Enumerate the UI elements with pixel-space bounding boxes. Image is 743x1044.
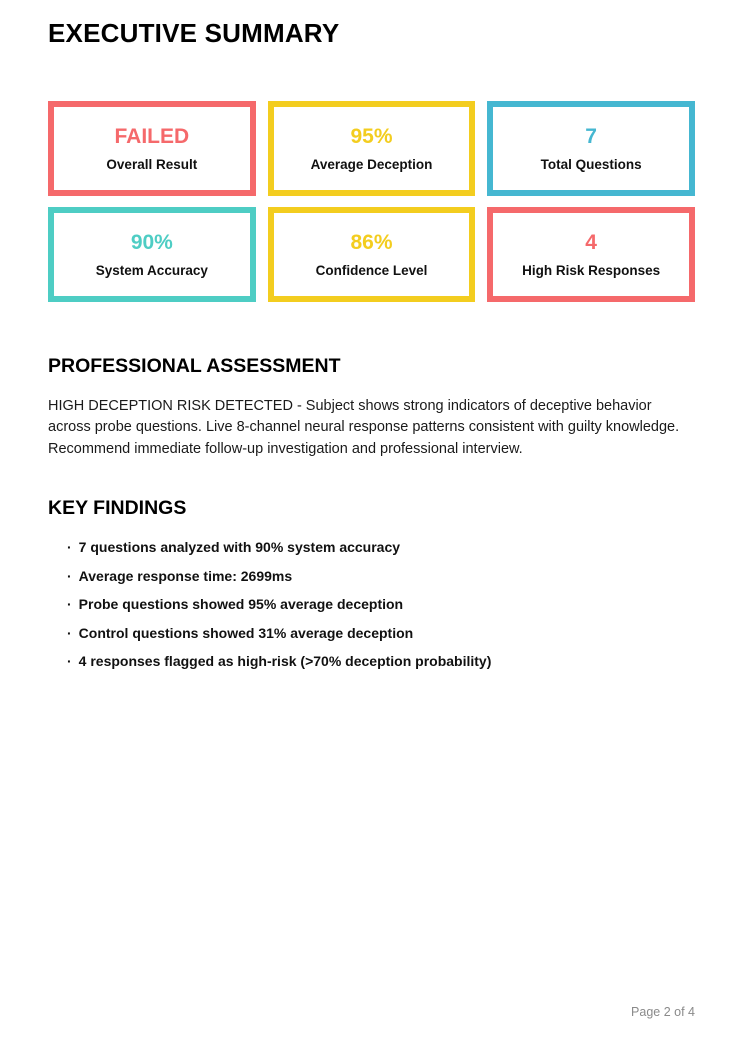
- stat-label: Overall Result: [106, 156, 198, 172]
- finding-text: Control questions showed 31% average deception: [78, 624, 414, 641]
- findings-list: [48, 540, 695, 669]
- finding-item: [67, 569, 695, 584]
- finding-item: [67, 626, 695, 641]
- finding-text: Probe questions showed 95% average deception: [78, 596, 404, 613]
- findings-section: [48, 497, 695, 669]
- stat-label: Average Deception: [310, 156, 433, 172]
- finding-item: [67, 654, 695, 669]
- finding-text: 7 questions analyzed with 90% system accuracy: [78, 539, 401, 556]
- bullet-icon: ·: [67, 596, 72, 613]
- stat-value: 86%: [350, 230, 393, 254]
- stat-label: Total Questions: [540, 156, 642, 172]
- stat-value: 90%: [130, 230, 173, 254]
- finding-item: [67, 540, 695, 555]
- stat-card: [48, 207, 256, 302]
- bullet-icon: ·: [67, 624, 72, 641]
- stat-card: [48, 101, 256, 196]
- stat-value: FAILED: [114, 124, 190, 148]
- finding-item: [67, 597, 695, 612]
- page-title: EXECUTIVE SUMMARY: [48, 18, 340, 48]
- bullet-icon: ·: [67, 567, 72, 584]
- assessment-heading: PROFESSIONAL ASSESSMENT: [48, 354, 341, 377]
- stat-value: 4: [585, 230, 597, 254]
- bullet-icon: ·: [67, 539, 72, 556]
- findings-heading: KEY FINDINGS: [48, 497, 187, 520]
- stat-card: [268, 207, 476, 302]
- assessment-section: [48, 355, 695, 461]
- assessment-body: HIGH DECEPTION RISK DETECTED - Subject shows strong indicators of deceptive behavior across probe questions. Live 8-channel neural response patterns consistent with guilty knowledge. Recommend immediate follow-up investigation and professional interview.: [48, 397, 680, 457]
- finding-text: Average response time: 2699ms: [78, 567, 293, 584]
- stat-label: System Accuracy: [95, 262, 208, 278]
- stat-card: [487, 207, 695, 302]
- page-number: Page 2 of 4: [631, 1005, 695, 1019]
- stat-label: High Risk Responses: [522, 262, 661, 278]
- stat-cards-grid: [48, 101, 695, 302]
- stat-card: [487, 101, 695, 196]
- stat-value: 95%: [350, 124, 393, 148]
- finding-text: 4 responses flagged as high-risk (>70% deception probability): [78, 653, 492, 670]
- stat-value: 7: [585, 124, 597, 148]
- bullet-icon: ·: [67, 653, 72, 670]
- stat-card: [268, 101, 476, 196]
- stat-label: Confidence Level: [315, 262, 428, 278]
